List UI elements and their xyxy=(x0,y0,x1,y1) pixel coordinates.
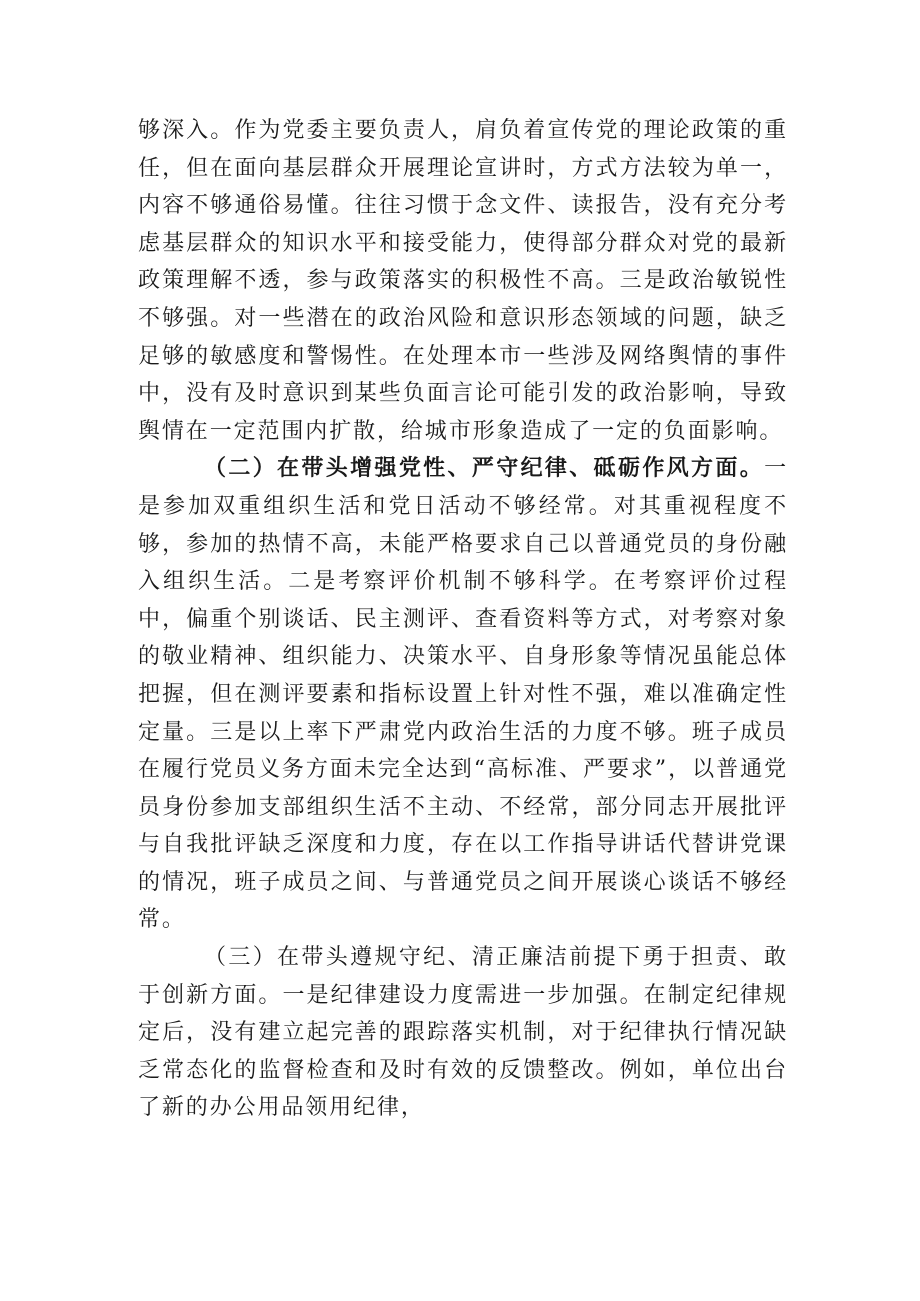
paragraph-2-text: 一是参加双重组织生活和党日活动不够经常。对其重视程度不够，参加的热情不高，未能严格要求自己以普通党员的身份融入组织生活。二是考察评价机制不够科学。在考察评价过程中，偏重个别谈话、民主测评、查看资料等方式，对考察对象的敬业精神、组织能力、决策水平、自身形象等情况虽能总体把握，但在测评要素和指标设置上针对性不强，难以准确定性定量。三是以上率下严肃党内政治生活的力度不够。班子成员在履行党员义务方面未完全达到“高标准、严要求”，以普通党员身份参加支部组织生活不主动、不经常，部分同志开展批评与自我批评缺乏深度和力度，存在以工作指导讲话代替讲党课的情况，班子成员之间、与普通党员之间开展谈心谈话不够经常。 xyxy=(138,456,788,933)
document-body xyxy=(138,112,788,1127)
paragraph-3 xyxy=(138,939,788,1127)
paragraph-1 xyxy=(138,112,788,450)
paragraph-2 xyxy=(138,450,788,939)
paragraph-2-heading: （二）在带头增强党性、严守纪律、砥砺作风方面。 xyxy=(204,455,765,482)
paragraph-1-text: 够深入。作为党委主要负责人，肩负着宣传党的理论政策的重任，但在面向基层群众开展理论宣讲时，方式方法较为单一，内容不够通俗易懂。往往习惯于念文件、读报告，没有充分考虑基层群众的知识水平和接受能力，使得部分群众对党的最新政策理解不透，参与政策落实的积极性不高。三是政治敏锐性不够强。对一些潜在的政治风险和意识形态领域的问题，缺乏足够的敏感度和警惕性。在处理本市一些涉及网络舆情的事件中，没有及时意识到某些负面言论可能引发的政治影响，导致舆情在一定范围内扩散，给城市形象造成了一定的负面影响。 xyxy=(138,118,788,444)
paragraph-3-text: （三）在带头遵规守纪、清正廉洁前提下勇于担责、敢于创新方面。一是纪律建设力度需进一步加强。在制定纪律规定后，没有建立起完善的跟踪落实机制，对于纪律执行情况缺乏常态化的监督检查和及时有效的反馈整改。例如，单位出台了新的办公用品领用纪律， xyxy=(138,945,788,1121)
